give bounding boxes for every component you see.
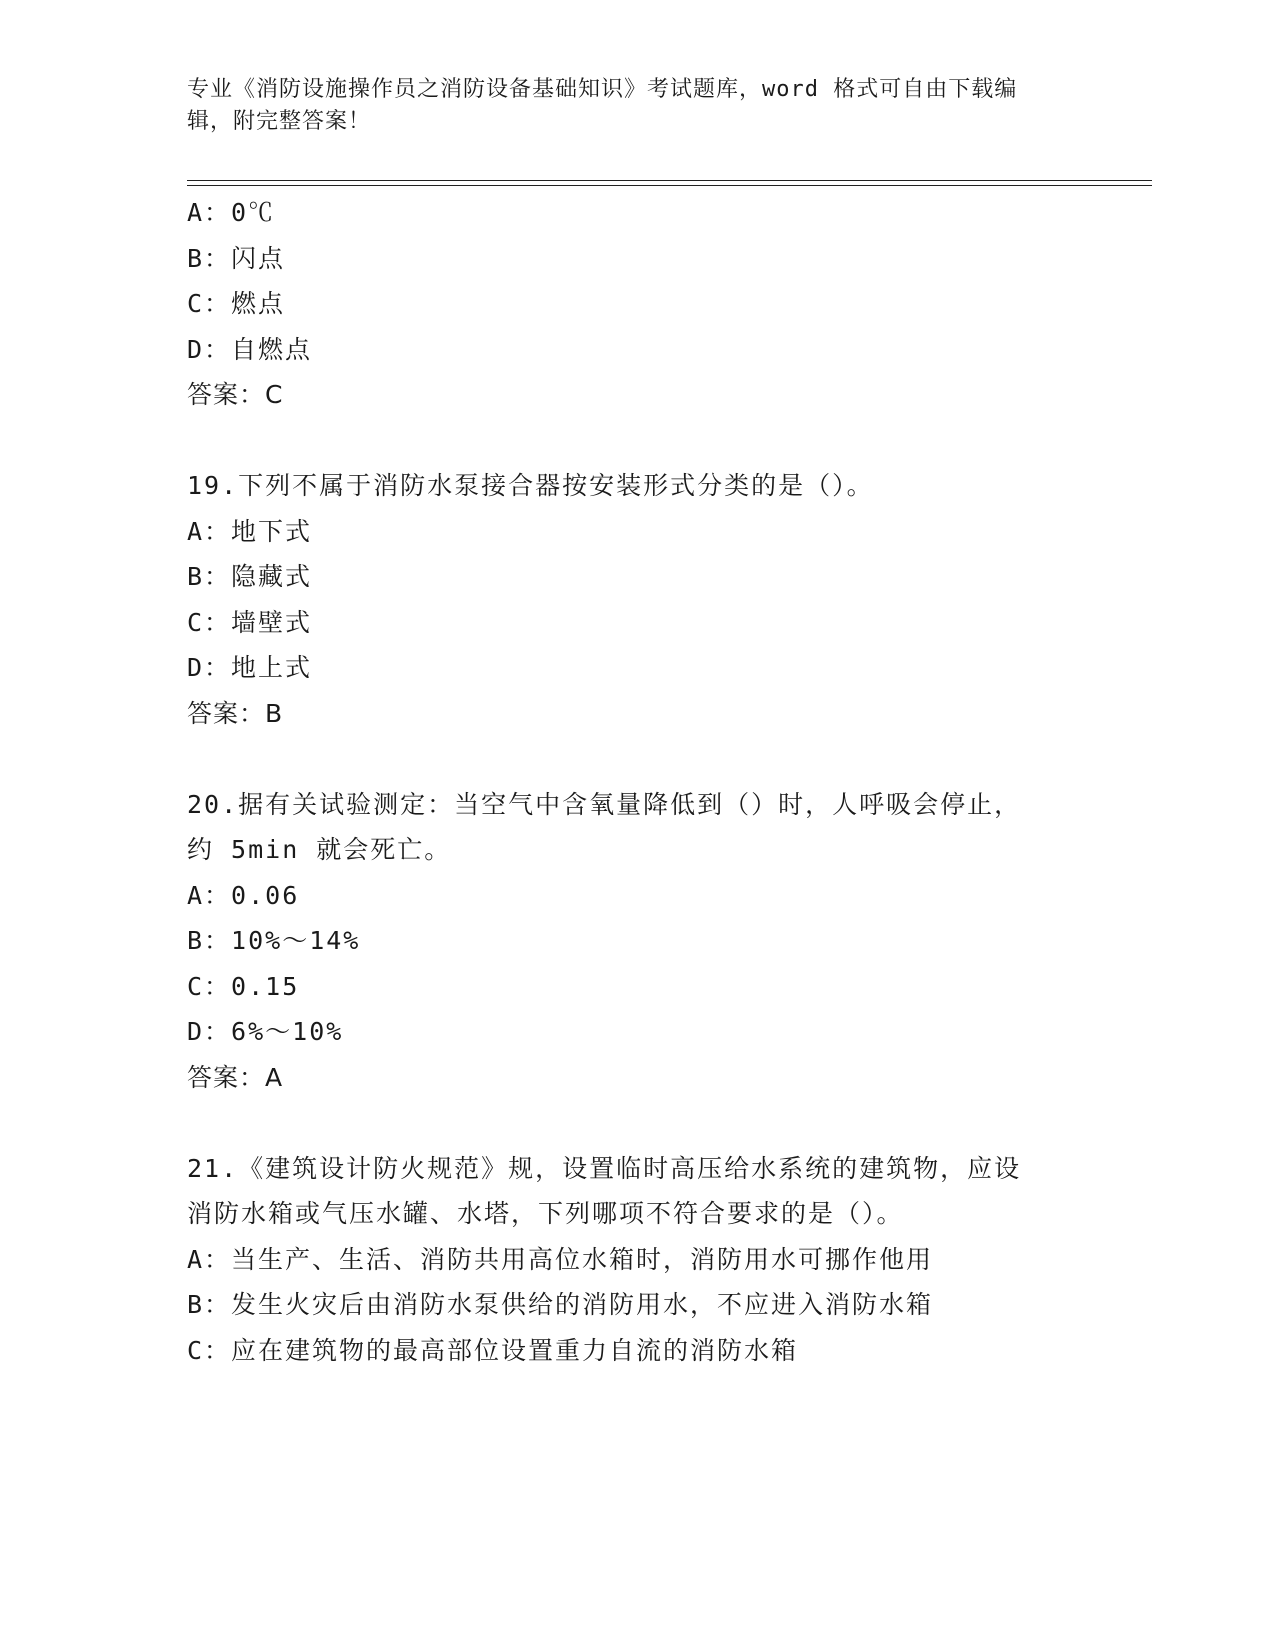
header-divider-top <box>187 180 1152 181</box>
option-c: C：墙壁式 <box>187 607 313 637</box>
option-d: D：6%～10% <box>187 1017 344 1046</box>
answer-line: 答案：A <box>187 1062 284 1092</box>
question-text-line-1: 21.《建筑设计防火规范》规，设置临时高压给水系统的建筑物，应设 <box>187 1153 1022 1183</box>
option-c: C：0.15 <box>187 971 300 1001</box>
option-b: B：闪点 <box>187 243 286 273</box>
option-b: B：发生火灾后由消防水泵供给的消防用水，不应进入消防水箱 <box>187 1290 934 1319</box>
question-block-20 <box>187 782 1087 1101</box>
header-line-1: 专业《消防设施操作员之消防设备基础知识》考试题库，word 格式可自由下载编 <box>187 77 1018 102</box>
option-b: B：10%～14% <box>187 926 361 955</box>
answer-line: 答案：C <box>187 380 284 409</box>
option-c: C：燃点 <box>187 289 286 318</box>
question-list <box>187 190 1087 1373</box>
option-d: D：地上式 <box>187 653 313 682</box>
option-d: D：自燃点 <box>187 334 313 364</box>
question-text-line-2: 约 5min 就会死亡。 <box>187 835 452 864</box>
option-a: A：当生产、生活、消防共用高位水箱时，消防用水可挪作他用 <box>187 1244 934 1274</box>
header-line-2: 辑，附完整答案！ <box>187 109 372 134</box>
answer-line: 答案：B <box>187 698 284 728</box>
question-block-19 <box>187 463 1087 736</box>
question-block-21 <box>187 1146 1087 1374</box>
option-b: B：隐藏式 <box>187 562 313 591</box>
document-header <box>187 74 1067 138</box>
question-text: 19.下列不属于消防水泵接合器按安装形式分类的是（）。 <box>187 471 874 500</box>
option-a: A：0℃ <box>187 198 276 227</box>
question-block-18 <box>187 190 1087 418</box>
header-divider-bottom <box>187 185 1152 186</box>
question-text-line-2: 消防水箱或气压水罐、水塔，下列哪项不符合要求的是（）。 <box>187 1199 904 1228</box>
option-a: A：地下式 <box>187 516 313 546</box>
option-a: A：0.06 <box>187 880 300 910</box>
question-text-line-1: 20.据有关试验测定：当空气中含氧量降低到（）时，人呼吸会停止， <box>187 789 1022 819</box>
option-c: C：应在建筑物的最高部位设置重力自流的消防水箱 <box>187 1335 799 1365</box>
